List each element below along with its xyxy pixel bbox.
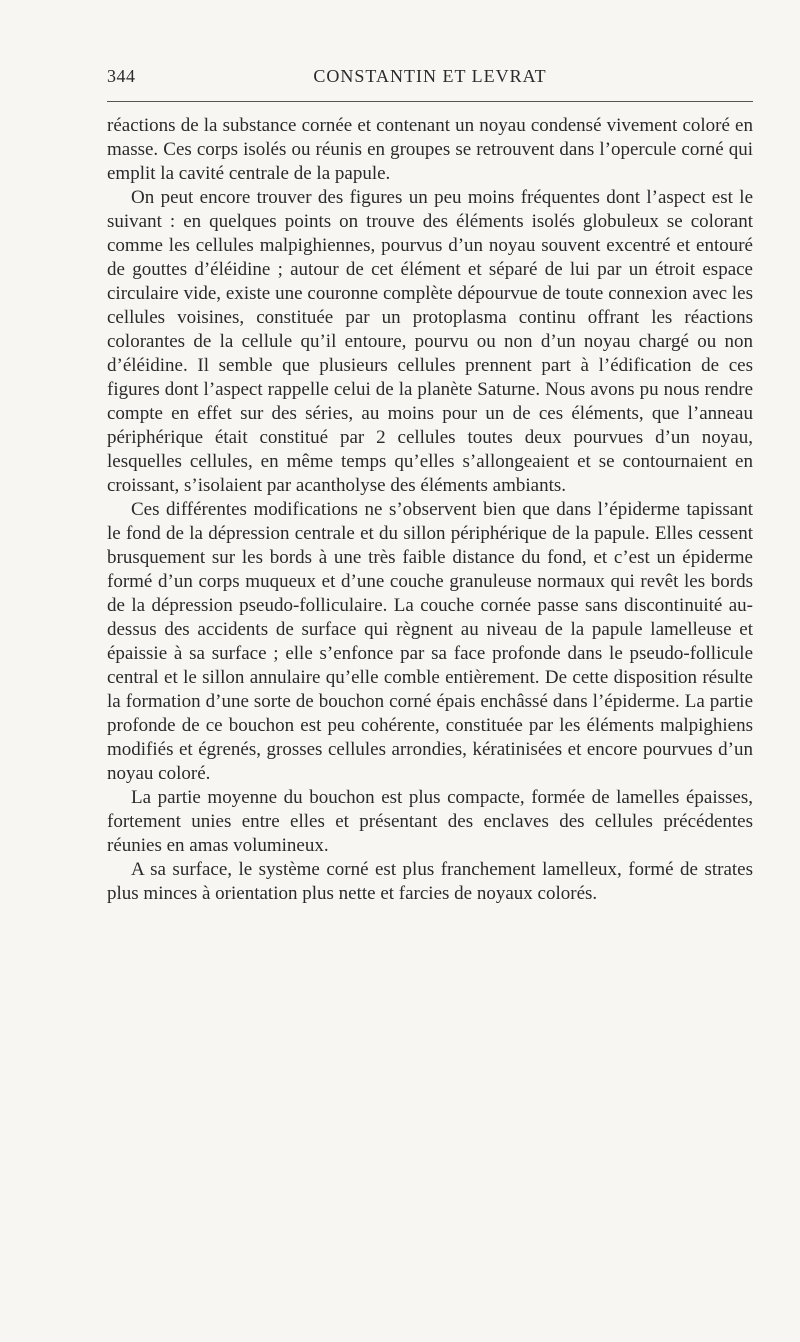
paragraph-modifications: Ces différentes modifications ne s’observent bien que dans l’épiderme tapissant le fond de la dépression centrale et du sillon périphérique de la papule. Elles cessent brusquement sur les bords à une très faible distance du fond, et c’est un épiderme formé d’un corps muqueux et d’une couche granuleuse normaux qui revêt les bords de la dépression pseudo-folliculaire. La couche cornée passe sans discontinuité au-dessus des accidents de surface qui règnent au niveau de la papule lamelleuse et épaissie à sa surface ; elle s’enfonce par sa face profonde dans le pseudo-follicule central et le sillon annulaire qu’elle comble entièrement. De cette disposition résulte la formation d’une sorte de bouchon corné épais enchâssé dans l’épiderme. La partie profonde de ce bouchon est peu cohérente, constituée par les éléments malpighiens modifiés et égrenés, grosses cellules arrondies, kératinisées et encore pourvues d’un noyau coloré.	[107, 499, 753, 784]
page-number: 344	[107, 66, 136, 86]
header-rule	[107, 101, 753, 102]
paragraph-saturn-figures: On peut encore trouver des figures un peu moins fréquentes dont l’aspect est le suivant : en quelques points on trouve des éléments isolés globuleux se colorant comme les cellules malpighiennes, pourvus d’un noyau souvent excentré et entouré de gouttes d’éléidine ; autour de cet élément et séparé de lui par un étroit espace circulaire vide, existe une couronne complète dépourvue de toute connexion avec les cellules voisines, constituée par un protoplasma continu offrant les réactions colorantes de la cellule qu’il entoure, pourvu ou non d’un noyau chargé ou non d’éléidine. Il semble que plusieurs cellules prennent part à l’édification de ces figures dont l’aspect rappelle celui de la planète Saturne. Nous avons pu nous rendre compte en effet sur des séries, au moins pour un de ces éléments, que l’anneau périphérique était constitué par 2 cellules toutes deux pourvues d’un noyau, lesquelles cellules, en même temps qu’elles s’allongeaient et se contournaient en croissant, s’isolaient par acantholyse des éléments ambiants.	[107, 187, 753, 496]
paragraph-continued: réactions de la substance cornée et contenant un noyau condensé vivement coloré en masse. Ces corps isolés ou réunis en groupes se retrouvent dans l’opercule corné qui emplit la cavité centrale de la papule.	[107, 115, 753, 184]
body-text	[107, 114, 753, 906]
running-title: CONSTANTIN ET LEVRAT	[313, 66, 547, 86]
paragraph-surface-layer: A sa surface, le système corné est plus franchement lamelleux, formé de strates plus minces à orientation plus nette et farcies de noyaux colorés.	[107, 859, 753, 904]
running-head	[107, 66, 753, 92]
paragraph-middle-plug: La partie moyenne du bouchon est plus compacte, formée de lamelles épaisses, fortement unies entre elles et présentant des enclaves des cellules précédentes réunies en amas volumineux.	[107, 787, 753, 856]
